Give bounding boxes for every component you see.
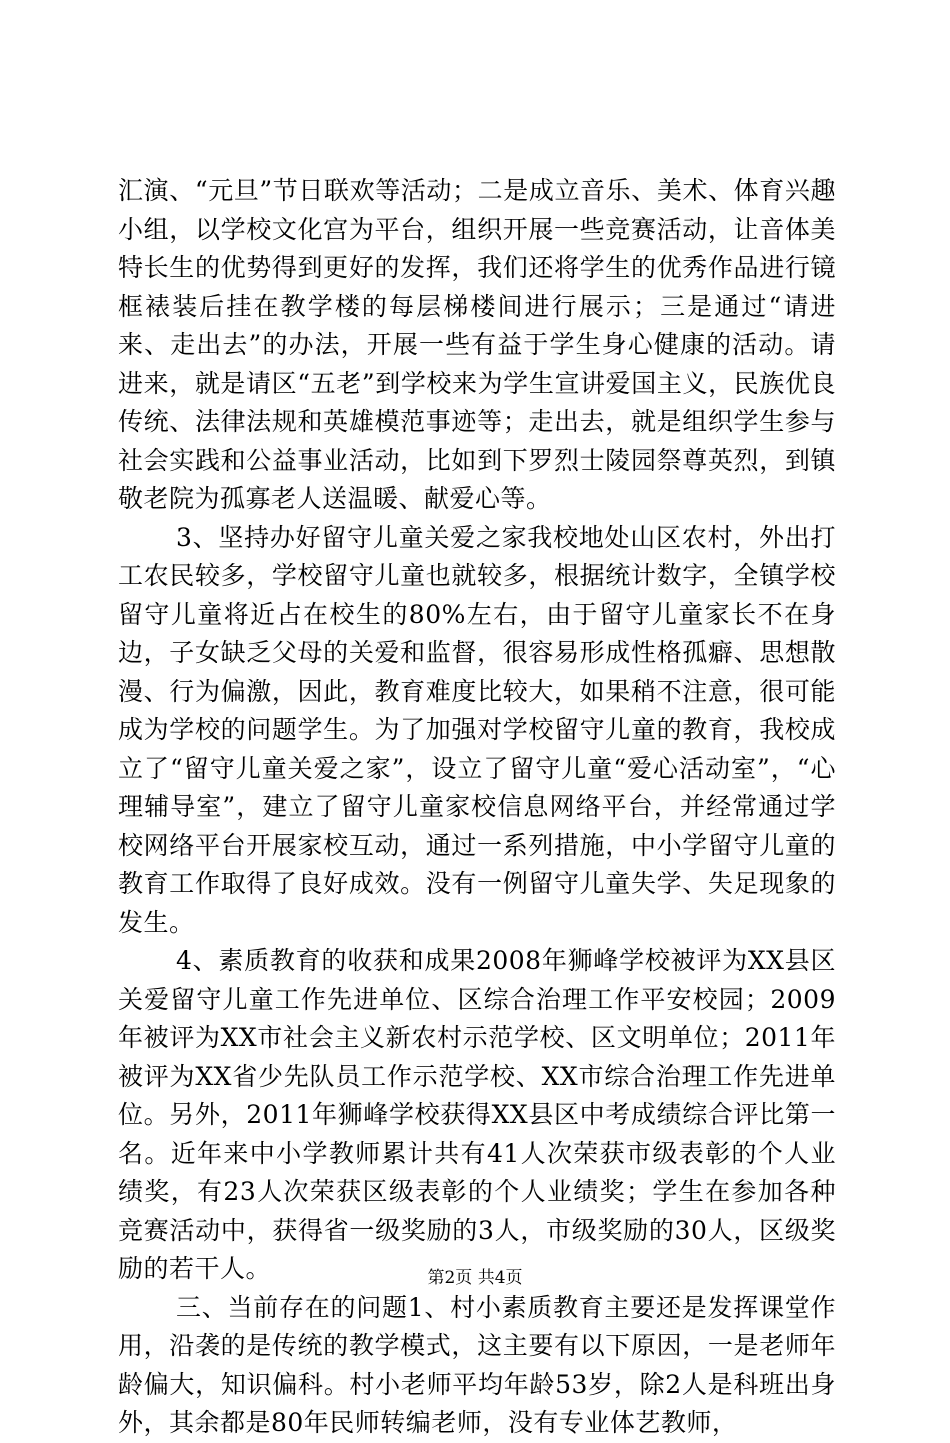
paragraph-3: 4、素质教育的收获和成果2008年狮峰学校被评为XX县区关爱留守儿童工作先进单位、区综合治理工作平安校园；2009年被评为XX市社会主义新农村示范学校、区文明单位；2011年被评为XX省少先队员工作示范学校、XX市综合治理工作先进单位。另外，2011年狮峰学校获得XX县区中考成绩综合评比第一名。近年来中小学教师累计共有41人次荣获市级表彰的个人业绩奖，有23人次荣获区级表彰的个人业绩奖；学生在参加各种竞赛活动中，获得省一级奖励的3人，市级奖励的30人，区级奖励的若干人。 [118,946,836,1283]
paragraph-2: 3、坚持办好留守儿童关爱之家我校地处山区农村，外出打工农民较多，学校留守儿童也就较多，根据统计数字，全镇学校留守儿童将近占在校生的80%左右，由于留守儿童家长不在身边，子女缺乏父母的关爱和监督，很容易形成性格孤癖、思想散漫、行为偏激，因此，教育难度比较大，如果稍不注意，很可能成为学校的问题学生。为了加强对学校留守儿童的教育，我校成立了“留守儿童关爱之家”，设立了留守儿童“爱心活动室”，“心理辅导室”，建立了留守儿童家校信息网络平台，并经常通过学校网络平台开展家校互动，通过一系列措施，中小学留守儿童的教育工作取得了良好成效。没有一例留守儿童失学、失足现象的发生。 [118,522,836,937]
page-number-footer: 第2页 共4页 [427,1268,523,1288]
document-body [118,172,836,1443]
paragraph-1: 汇演、“元旦”节日联欢等活动；二是成立音乐、美术、体育兴趣小组，以学校文化宫为平台，组织开展一些竞赛活动，让音体美特长生的优势得到更好的发挥，我们还将学生的优秀作品进行镜框裱装后挂在教学楼的每层梯楼间进行展示；三是通过“请进来、走出去”的办法，开展一些有益于学生身心健康的活动。请进来，就是请区“五老”到学校来为学生宣讲爱国主义，民族优良传统、法律法规和英雄模范事迹等；走出去，就是组织学生参与社会实践和公益事业活动，比如到下罗烈士陵园祭尊英烈，到镇敬老院为孤寡老人送温暖、献爱心等。 [118,176,836,513]
paragraph-4: 三、当前存在的问题1、村小素质教育主要还是发挥课堂作用，沿袭的是传统的教学模式，这主要有以下原因，一是老师年龄偏大，知识偏科。村小老师平均年龄53岁，除2人是科班出身外，其余都是80年民师转编老师，没有专业体艺教师， [118,1292,836,1437]
